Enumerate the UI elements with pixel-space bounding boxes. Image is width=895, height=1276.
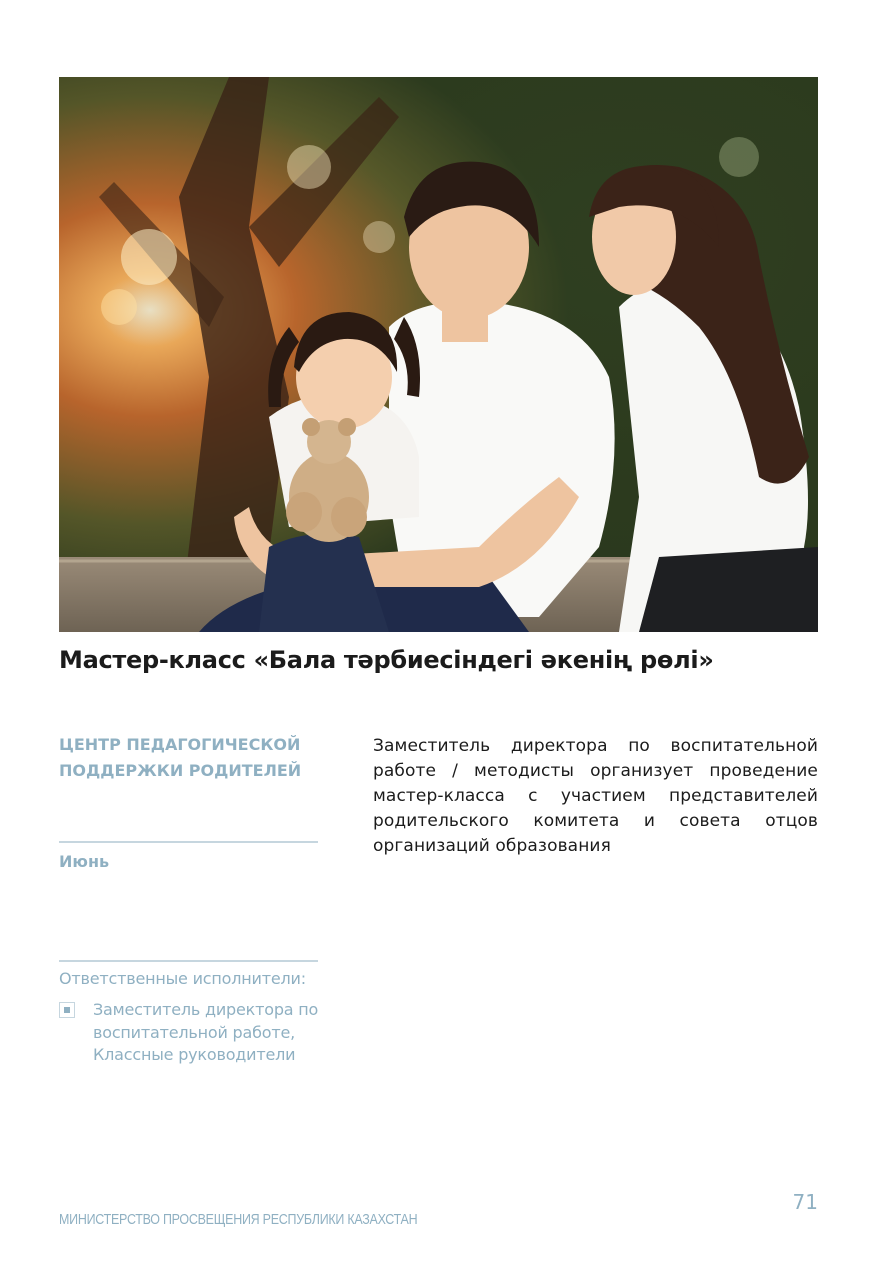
family-photo-icon bbox=[59, 77, 818, 632]
family-photo bbox=[59, 77, 818, 632]
page-number: 71 bbox=[792, 1190, 818, 1214]
organizer-line-2: ПОДДЕРЖКИ РОДИТЕЛЕЙ bbox=[59, 761, 302, 780]
page-title: Мастер-класс «Бала тәрбиесіндегі әкенің рөлі» bbox=[59, 646, 714, 674]
divider bbox=[59, 960, 318, 962]
responsible-label: Ответственные исполнители: bbox=[59, 969, 306, 988]
divider bbox=[59, 841, 318, 843]
event-description: Заместитель директора по воспитательной работе / методисты организует проведение мастер-класса с участием представителей родительского комитета и совета отцов организаций образования bbox=[373, 736, 818, 856]
square-bullet-icon bbox=[59, 1002, 75, 1018]
event-month: Июнь bbox=[59, 852, 110, 871]
organizer-line-1: ЦЕНТР ПЕДАГОГИЧЕСКОЙ bbox=[59, 735, 301, 754]
responsible-item-text: Заместитель директора по воспитательной работе, Классные руководители bbox=[93, 1000, 319, 1064]
footer-ministry: МИНИСТЕРСТВО ПРОСВЕЩЕНИЯ РЕСПУБЛИКИ КАЗАХСТАН bbox=[59, 1212, 418, 1228]
organizer-block bbox=[59, 732, 319, 784]
list-item bbox=[59, 999, 319, 1067]
